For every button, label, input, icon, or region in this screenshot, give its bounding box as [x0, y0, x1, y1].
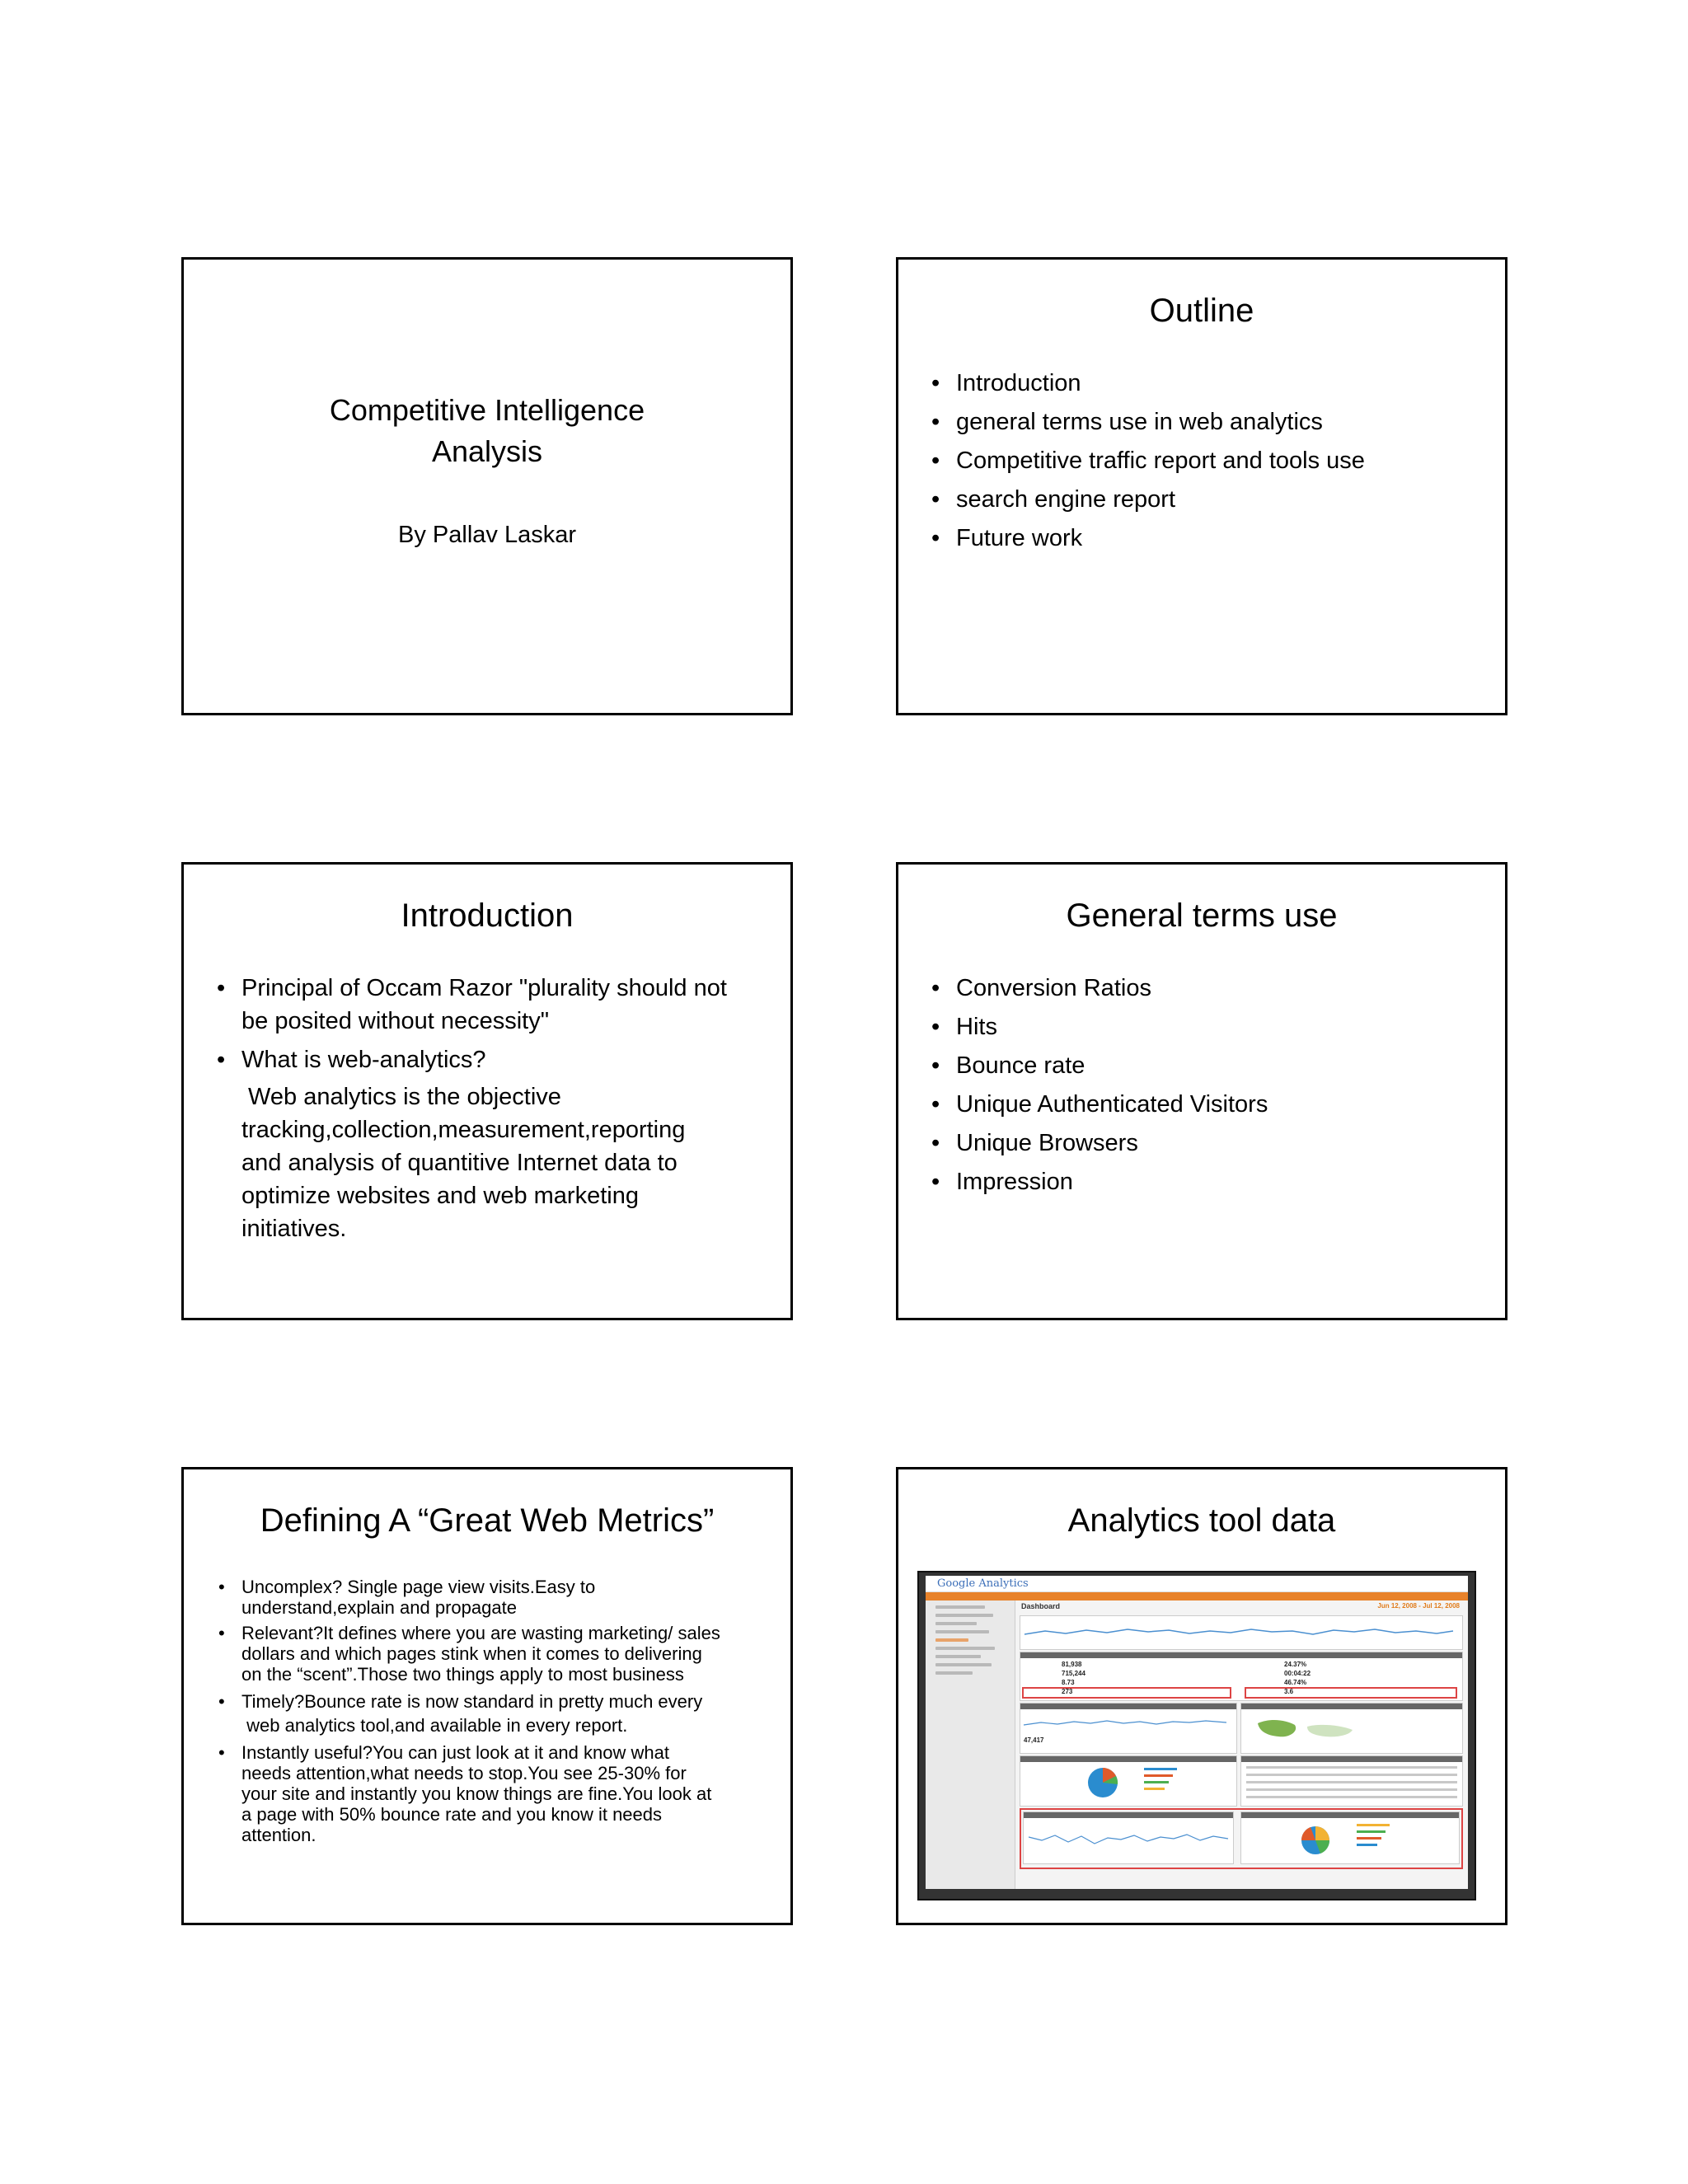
metrics-list [217, 1577, 771, 1850]
slide-general-terms [896, 862, 1507, 1320]
stat-pages-per-visit: 8.73 [1062, 1679, 1075, 1686]
visits-graph [1020, 1615, 1463, 1650]
stat-new-visits: 46.74% [1284, 1679, 1307, 1686]
slide-outline [896, 257, 1507, 715]
list-item: • general terms use in web analytics [931, 405, 1482, 438]
para-line: optimize websites and web marketing [241, 1183, 639, 1209]
terms-list [931, 972, 1482, 1204]
bullet-line: • Timely?Bounce rate is now standard in pretty much every [241, 1691, 703, 1712]
list-item [217, 1690, 771, 1737]
analytics-screenshot [917, 1571, 1476, 1900]
bullet-line: • Principal of Occam Razor "plurality should not [241, 975, 727, 1001]
bullet-line: web analytics tool,and available in every report. [241, 1715, 628, 1736]
stat-time-on-site: 00:04:22 [1284, 1670, 1311, 1677]
list-item: • What is web-analytics? [217, 1043, 774, 1076]
title-line-1: Competitive Intelligence [329, 393, 645, 427]
slide-analytics-tool-data [896, 1467, 1507, 1925]
list-item [217, 1623, 771, 1685]
highlight-box [1022, 1687, 1231, 1699]
list-item: • Unique Browsers [931, 1127, 1482, 1160]
author: By Pallav Laskar [398, 522, 576, 548]
slide-introduction [181, 862, 793, 1320]
bullet-line: • Uncomplex? Single page view visits.Easy to [241, 1577, 596, 1597]
list-item: • search engine report [931, 483, 1482, 516]
stat-feedback-score: 3.6 [1284, 1688, 1294, 1695]
slide-great-web-metrics [181, 1467, 793, 1925]
bullet-line: needs attention,what needs to stop.You see 25-30% for [241, 1763, 687, 1783]
ga-date-range: Jun 12, 2008 - Jul 12, 2008 [1377, 1602, 1460, 1610]
ga-logo: Google Analytics [926, 1576, 1468, 1592]
list-item [217, 972, 774, 1038]
para-line: initiatives. [241, 1216, 347, 1242]
presentation-title [184, 390, 790, 472]
visitors-line [1020, 1710, 1235, 1735]
stat-pageviews: 715,244 [1062, 1670, 1085, 1677]
definition-paragraph [241, 1080, 766, 1245]
content-rows [1246, 1766, 1457, 1798]
list-item: • Bounce rate [931, 1049, 1482, 1082]
legend-lines [1357, 1824, 1398, 1846]
list-item: • Introduction [931, 367, 1482, 400]
slide-heading: Analytics tool data [1067, 1502, 1336, 1539]
para-line: tracking,collection,measurement,reporting [241, 1117, 686, 1143]
visitors-overview [1020, 1703, 1237, 1754]
stat-bounce-rate: 24.37% [1284, 1661, 1307, 1668]
slide-title [181, 257, 793, 715]
traffic-sources [1020, 1755, 1237, 1807]
intro-list [217, 972, 774, 1082]
para-line: and analysis of quantitive Internet data to [241, 1150, 678, 1176]
bullet-line: • Instantly useful?You can just look at it and know what [241, 1742, 669, 1763]
feedback-by-category [1240, 1811, 1460, 1864]
outline-list [931, 367, 1482, 560]
ga-sidebar [926, 1601, 1015, 1889]
traffic-pie-icon [1078, 1765, 1128, 1801]
bullet-line: on the “scent”.Those two things apply to most business [241, 1664, 684, 1685]
bullet-line: be posited without necessity" [241, 1008, 550, 1034]
list-item: • Future work [931, 522, 1482, 555]
bullet-line: dollars and which pages stink when it comes to delivering [241, 1643, 702, 1664]
content-overview [1240, 1755, 1463, 1807]
world-map-icon [1250, 1713, 1373, 1746]
slide-heading: Outline [1149, 293, 1254, 329]
title-line-2: Analysis [431, 434, 543, 468]
bullet-line: your site and instantly you know things are fine.You look at [241, 1783, 712, 1804]
ga-main [1018, 1601, 1465, 1889]
stat-visits: 81,938 [1062, 1661, 1082, 1668]
site-usage-panel [1020, 1652, 1463, 1701]
highlight-box [1245, 1687, 1457, 1699]
list-item: • Conversion Ratios [931, 972, 1482, 1005]
bullet-line: attention. [241, 1825, 316, 1845]
slide-heading: General terms use [1066, 898, 1338, 934]
slide-heading: Introduction [401, 898, 574, 934]
visits-line [1020, 1616, 1457, 1647]
feedback-line [1025, 1824, 1231, 1854]
list-item: • Impression [931, 1165, 1482, 1198]
stat-visitors: 47,417 [1024, 1736, 1044, 1744]
average-feedback-score [1023, 1811, 1234, 1864]
map-overlay [1240, 1703, 1463, 1754]
legend-lines [1144, 1768, 1193, 1790]
bullet-line: a page with 50% bounce rate and you know it needs [241, 1804, 663, 1825]
list-item: • Competitive traffic report and tools use [931, 444, 1482, 477]
para-line: Web analytics is the objective [241, 1084, 561, 1110]
list-item: • Hits [931, 1010, 1482, 1043]
analytics-dashboard [926, 1576, 1468, 1889]
bullet-line: • Relevant?It defines where you are wasting marketing/ sales [241, 1623, 720, 1643]
slide-heading: Defining A “Great Web Metrics” [260, 1502, 715, 1539]
list-item [217, 1742, 771, 1845]
stat-feedback: 273 [1062, 1688, 1073, 1695]
feedback-pie-icon [1291, 1822, 1340, 1858]
bullet-line: understand,explain and propagate [241, 1597, 517, 1618]
ga-nav-bar [926, 1592, 1468, 1601]
list-item [217, 1577, 771, 1618]
list-item: • Unique Authenticated Visitors [931, 1088, 1482, 1121]
ga-dashboard-title: Dashboard [1021, 1602, 1061, 1610]
